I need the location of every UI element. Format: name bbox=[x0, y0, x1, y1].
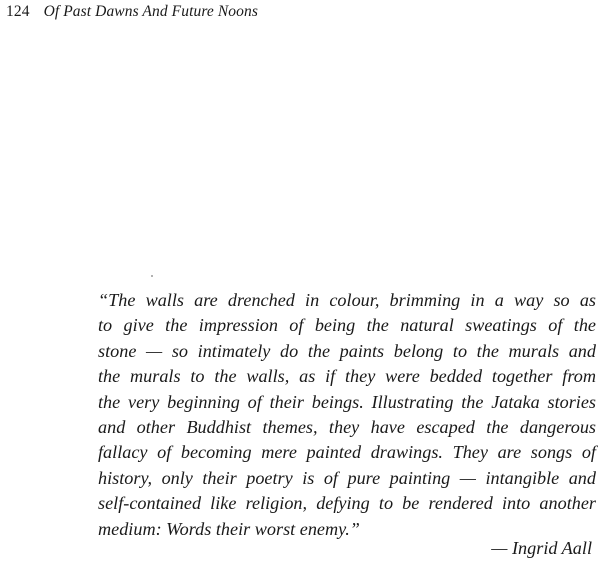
quote-line: fallacy of becoming mere painted drawings. They are songs of bbox=[98, 442, 596, 463]
quote-line: to give the impression of being the natural sweatings of the bbox=[98, 315, 596, 336]
running-head bbox=[6, 3, 258, 21]
book-title: Of Past Dawns And Future Noons bbox=[43, 3, 258, 20]
quote-line: the very beginning of their beings. Illustrating the Jataka stories bbox=[98, 391, 596, 412]
page-number: 124 bbox=[6, 3, 30, 20]
quote-line: “The walls are drenched in colour, brimming in a way so as bbox=[98, 290, 596, 310]
quote-line: and other Buddhist themes, they have escaped the dangerous bbox=[98, 417, 596, 438]
quote-line: the murals to the walls, as if they were bedded together from bbox=[98, 366, 596, 387]
quote-line: medium: Words their worst enemy.” bbox=[98, 518, 360, 539]
epigraph-quote bbox=[98, 288, 596, 542]
quote-attribution: — Ingrid Aall bbox=[491, 538, 592, 558]
paper-speck bbox=[151, 275, 153, 277]
quote-line: history, only their poetry is of pure painting — intangible and bbox=[98, 467, 596, 488]
quote-line: stone — so intimately do the paints belong to the murals and bbox=[98, 340, 596, 361]
quote-line: self-contained like religion, defying to be rendered into another bbox=[98, 493, 596, 514]
